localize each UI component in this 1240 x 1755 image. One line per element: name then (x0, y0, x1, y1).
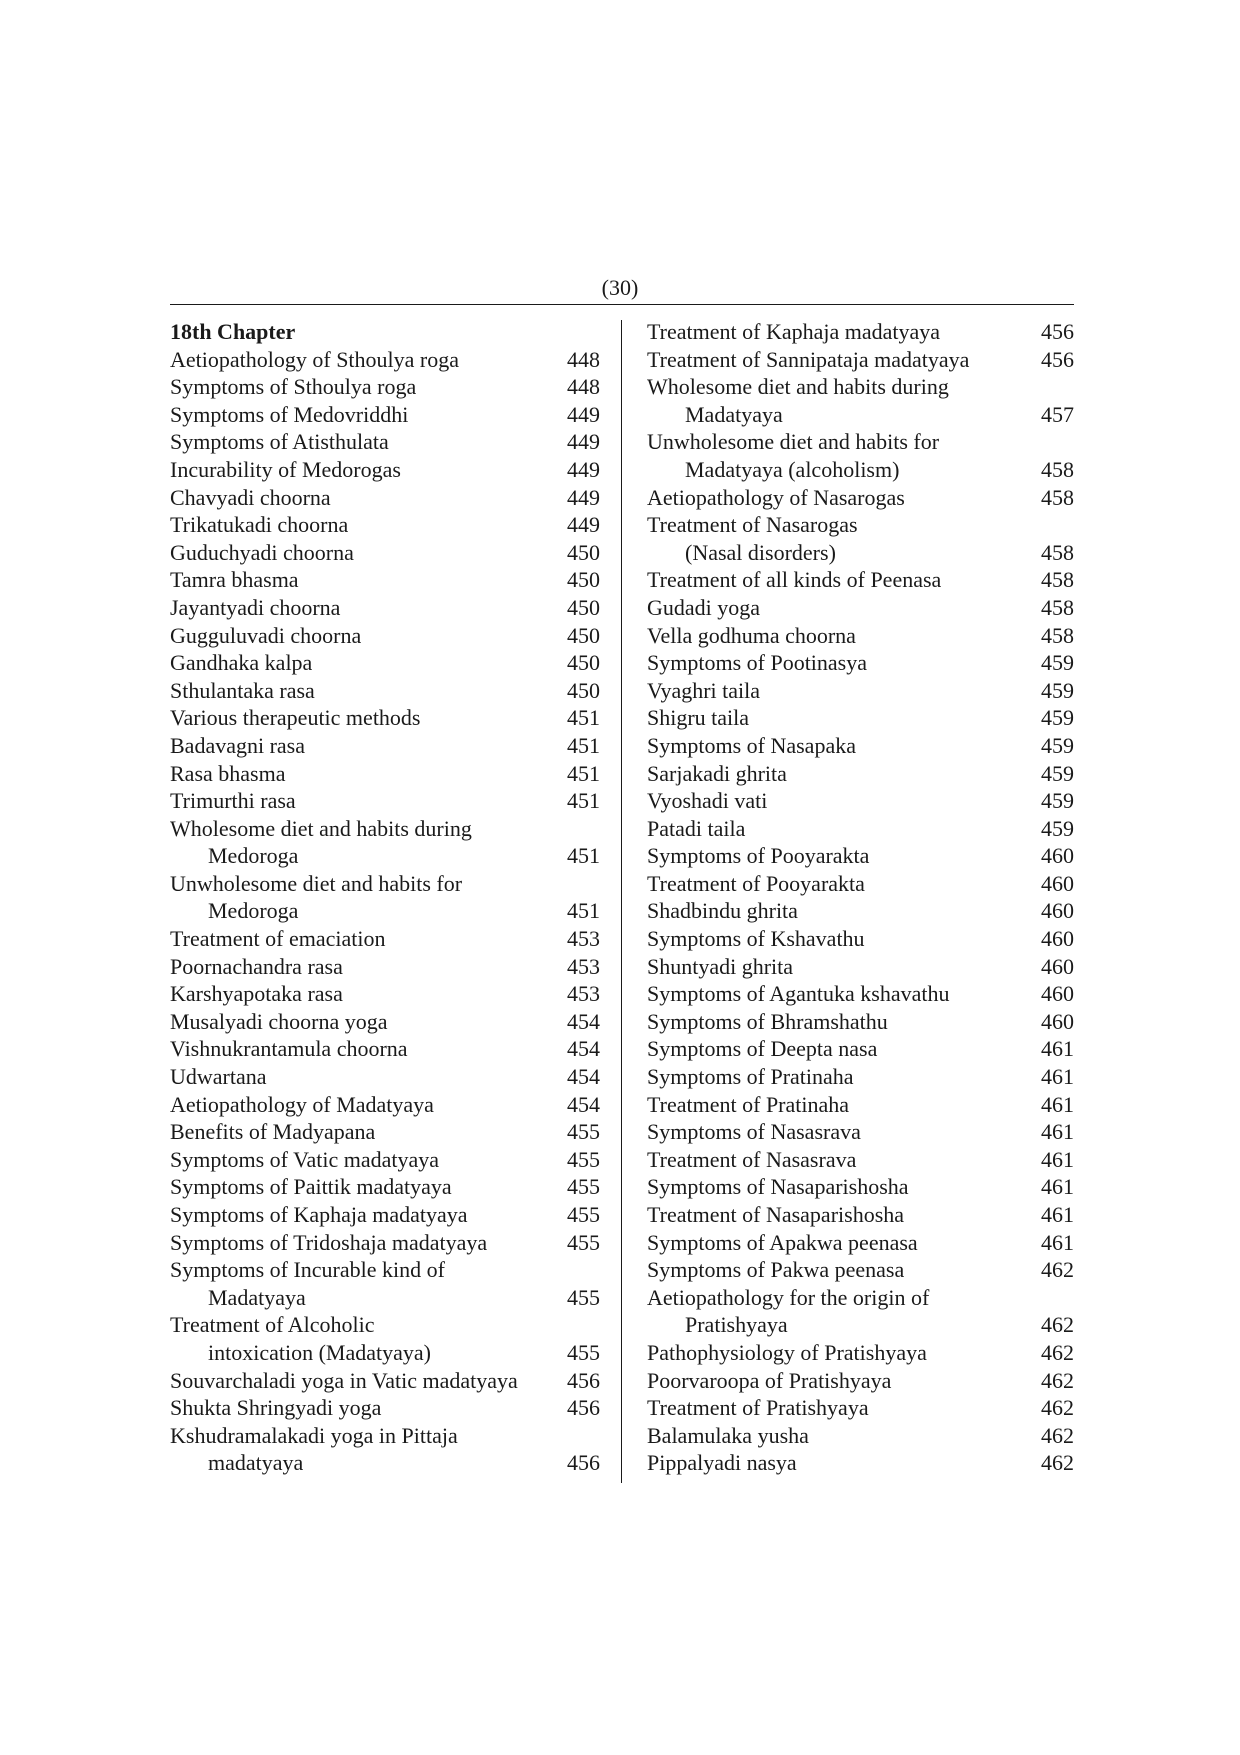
toc-left-column (170, 318, 600, 1477)
toc-entry (170, 1394, 600, 1422)
toc-entry (647, 566, 1074, 594)
toc-entry-title: Symptoms of Paittik madatyaya (170, 1174, 452, 1200)
toc-entry-title: Symptoms of Kshavathu (647, 926, 865, 952)
toc-entry-title: Symptoms of Nasapaka (647, 732, 856, 758)
toc-entry-title: Symptoms of Vatic madatyaya (170, 1146, 440, 1172)
toc-entry (170, 870, 600, 898)
toc-entry (647, 1256, 1074, 1284)
toc-entry-page: 456 (567, 1450, 600, 1476)
toc-entry (647, 428, 1074, 456)
toc-entry (170, 760, 600, 788)
toc-entry-title: Treatment of Nasaparishosha (647, 1202, 905, 1227)
toc-entry-page: 458 (1041, 594, 1074, 620)
toc-entry (647, 1035, 1074, 1063)
toc-right-column (647, 318, 1074, 1477)
toc-entry-page: 455 (567, 1146, 600, 1172)
toc-entry (647, 1339, 1074, 1367)
toc-entry-title: Pippalyadi nasya (647, 1450, 797, 1476)
toc-entry-page: 456 (1041, 346, 1074, 372)
toc-entry-page: 449 (567, 484, 600, 510)
toc-entry-title: Tamra bhasma (170, 567, 299, 593)
toc-entry (170, 511, 600, 539)
toc-entry-title: Medoroga (208, 843, 299, 869)
toc-entry-title: Treatment of Nasasrava (647, 1146, 857, 1172)
toc-entry (647, 1063, 1074, 1091)
toc-entry (170, 1173, 600, 1201)
toc-entry-title: Treatment of all kinds of Peenasa (647, 567, 942, 593)
toc-entry-page: 451 (567, 760, 600, 786)
toc-entry-title: Symptoms of Nasaparishosha (647, 1174, 909, 1200)
toc-entry-title: Symptoms of Sthoulya roga (170, 374, 417, 400)
toc-entry-page: 459 (1041, 760, 1074, 786)
toc-entry (647, 1284, 1074, 1312)
toc-entry (170, 1201, 600, 1229)
toc-entry (647, 704, 1074, 732)
toc-entry-title: Aetiopathology of Nasarogas (647, 484, 905, 510)
toc-entry-title: Vyaghri taila (647, 677, 761, 703)
toc-entry-page: 459 (1041, 815, 1074, 841)
toc-entry-title: Jayantyadi choorna (170, 594, 341, 620)
toc-entry-page: 450 (567, 622, 600, 648)
toc-entry-page: 462 (1041, 1339, 1074, 1365)
toc-entry-title: Patadi taila (647, 815, 746, 841)
toc-entry-title: Symptoms of Medovriddhi (170, 401, 409, 427)
toc-entry (647, 649, 1074, 677)
toc-entry (170, 1091, 600, 1119)
toc-entry-title: Benefits of Madyapana (170, 1119, 376, 1145)
toc-entry-page: 449 (567, 401, 600, 427)
toc-entry-title: Treatment of Nasarogas (647, 512, 858, 538)
toc-entry-title: Madatyaya (208, 1284, 306, 1310)
toc-entry-title: Badavagni rasa (170, 732, 305, 758)
toc-entry-title: Treatment of Pooyarakta (647, 870, 865, 896)
toc-entry-title: Symptoms of Pakwa peenasa (647, 1257, 905, 1283)
toc-entry-page: 462 (1041, 1257, 1074, 1283)
toc-entry (647, 1449, 1074, 1477)
toc-entry (647, 760, 1074, 788)
toc-entry (170, 704, 600, 732)
toc-entry-page: 454 (567, 1036, 600, 1062)
toc-entry (170, 1008, 600, 1036)
toc-entry (647, 401, 1074, 429)
toc-entry (647, 980, 1074, 1008)
toc-entry-title: Symptoms of Deepta nasa (647, 1036, 878, 1062)
toc-entry-title: Incurability of Medorogas (170, 456, 401, 482)
toc-entry (170, 401, 600, 429)
toc-entry-page: 450 (567, 650, 600, 676)
toc-entry-page: 451 (567, 732, 600, 758)
toc-entry-title: Madatyaya (685, 401, 783, 427)
toc-entry (170, 925, 600, 953)
page-number: (30) (601, 275, 639, 300)
toc-entry (170, 842, 600, 870)
toc-entry (170, 484, 600, 512)
toc-entry-page: 458 (1041, 456, 1074, 482)
toc-entry (647, 1311, 1074, 1339)
toc-entry-title: Treatment of Alcoholic (170, 1312, 375, 1338)
toc-entry-page: 455 (567, 1119, 600, 1145)
toc-entry-title: Symptoms of Pratinaha (647, 1064, 854, 1090)
toc-entry-title: 18th Chapter (170, 319, 296, 344)
toc-entry-title: Symptoms of Nasasrava (647, 1119, 861, 1145)
toc-entry (170, 897, 600, 925)
toc-entry-title: Pathophysiology of Pratishyaya (647, 1339, 927, 1365)
toc-entry-page: 460 (1041, 953, 1074, 979)
toc-entry-title: Shadbindu ghrita (647, 898, 798, 924)
toc-entry (170, 732, 600, 760)
toc-entry-page: 457 (1041, 401, 1074, 427)
toc-entry-page: 455 (567, 1284, 600, 1310)
toc-entry (647, 346, 1074, 374)
toc-entry-page: 451 (567, 843, 600, 869)
toc-entry (647, 373, 1074, 401)
toc-entry (647, 1229, 1074, 1257)
toc-entry-page: 450 (567, 567, 600, 593)
toc-entry-title: (Nasal disorders) (685, 539, 836, 565)
toc-entry (647, 815, 1074, 843)
toc-entry-page: 449 (567, 512, 600, 538)
toc-entry-title: Madatyaya (alcoholism) (685, 456, 900, 482)
toc-entry (647, 318, 1074, 346)
toc-entry-title: Symptoms of Pooyarakta (647, 843, 870, 869)
toc-entry-title: Balamulaka yusha (647, 1422, 809, 1448)
toc-entry-title: Souvarchaladi yoga in Vatic madatyaya (170, 1367, 518, 1393)
toc-entry-page: 454 (567, 1091, 600, 1117)
toc-entry-page: 451 (567, 898, 600, 924)
toc-entry-title: Aetiopathology for the origin of (647, 1284, 930, 1310)
toc-entry-title: Symptoms of Kaphaja madatyaya (170, 1202, 468, 1227)
toc-entry (647, 511, 1074, 539)
toc-entry-title: Kshudramalakadi yoga in Pittaja (170, 1422, 458, 1448)
toc-entry-title: Symptoms of Bhramshathu (647, 1008, 888, 1034)
toc-entry (647, 1008, 1074, 1036)
toc-entry-page: 456 (1041, 319, 1074, 344)
toc-entry-page: 458 (1041, 622, 1074, 648)
toc-entry-page: 458 (1041, 567, 1074, 593)
toc-entry-page: 455 (567, 1202, 600, 1227)
toc-entry-title: Vyoshadi vati (647, 788, 768, 814)
toc-entry (170, 953, 600, 981)
header-rule (170, 304, 1074, 305)
toc-entry-page: 455 (567, 1339, 600, 1365)
toc-entry (647, 953, 1074, 981)
toc-entry (170, 428, 600, 456)
toc-entry-title: Chavyadi choorna (170, 484, 331, 510)
toc-entry-page: 454 (567, 1064, 600, 1090)
toc-entry (170, 787, 600, 815)
toc-entry-title: Sthulantaka rasa (170, 677, 315, 703)
toc-entry-page: 461 (1041, 1202, 1074, 1227)
toc-entry (170, 1422, 600, 1450)
toc-entry (647, 456, 1074, 484)
toc-entry (170, 594, 600, 622)
toc-entry-page: 448 (567, 346, 600, 372)
toc-entry (170, 622, 600, 650)
toc-entry (647, 484, 1074, 512)
toc-entry-page: 460 (1041, 981, 1074, 1007)
toc-entry (170, 346, 600, 374)
toc-entry (647, 677, 1074, 705)
toc-entry-title: Trikatukadi choorna (170, 512, 349, 538)
toc-entry-page: 462 (1041, 1395, 1074, 1421)
toc-entry-title: Sarjakadi ghrita (647, 760, 787, 786)
toc-entry (170, 456, 600, 484)
toc-entry-page: 460 (1041, 870, 1074, 896)
toc-entry-title: Treatment of Sannipataja madatyaya (647, 346, 970, 372)
toc-entry-page: 461 (1041, 1174, 1074, 1200)
toc-entry (647, 1394, 1074, 1422)
toc-entry-title: Treatment of Pratishyaya (647, 1395, 869, 1421)
toc-entry (647, 539, 1074, 567)
toc-entry-page: 449 (567, 456, 600, 482)
toc-entry-page: 450 (567, 594, 600, 620)
toc-entry-title: Karshyapotaka rasa (170, 981, 343, 1007)
toc-entry (647, 870, 1074, 898)
toc-entry-page: 462 (1041, 1422, 1074, 1448)
toc-entry-page: 458 (1041, 539, 1074, 565)
toc-entry-title: Vella godhuma choorna (647, 622, 856, 648)
toc-entry (647, 622, 1074, 650)
toc-entry (647, 787, 1074, 815)
toc-entry-page: 462 (1041, 1450, 1074, 1476)
toc-entry (170, 677, 600, 705)
toc-entry-title: Symptoms of Tridoshaja madatyaya (170, 1229, 488, 1255)
toc-entry-page: 459 (1041, 650, 1074, 676)
toc-entry-title: Gudadi yoga (647, 594, 761, 620)
toc-entry-page: 453 (567, 926, 600, 952)
toc-entry-page: 459 (1041, 732, 1074, 758)
toc-entry-title: Gugguluvadi choorna (170, 622, 362, 648)
toc-entry-page: 459 (1041, 788, 1074, 814)
toc-entry-page: 461 (1041, 1146, 1074, 1172)
toc-entry (170, 566, 600, 594)
toc-entry-title: Shuntyadi ghrita (647, 953, 794, 979)
toc-entry-page: 458 (1041, 484, 1074, 510)
toc-entry (647, 1091, 1074, 1119)
toc-entry-title: Symptoms of Agantuka kshavathu (647, 981, 950, 1007)
toc-entry-page: 449 (567, 429, 600, 455)
toc-entry-title: Symptoms of Incurable kind of (170, 1257, 445, 1283)
toc-entry-page: 462 (1041, 1312, 1074, 1338)
toc-entry-page: 460 (1041, 926, 1074, 952)
toc-entry-page: 461 (1041, 1036, 1074, 1062)
toc-entry (647, 925, 1074, 953)
toc-entry (647, 594, 1074, 622)
toc-entry-page: 461 (1041, 1064, 1074, 1090)
toc-entry (170, 649, 600, 677)
toc-entry (170, 815, 600, 843)
toc-entry-title: Various therapeutic methods (170, 705, 421, 731)
toc-entry-title: Vishnukrantamula choorna (170, 1036, 408, 1062)
toc-entry-title: madatyaya (208, 1450, 304, 1476)
toc-entry (647, 1201, 1074, 1229)
toc-entry-title: Gandhaka kalpa (170, 650, 313, 676)
toc-entry (170, 1035, 600, 1063)
toc-entry-page: 456 (567, 1395, 600, 1421)
toc-entry-title: Guduchyadi choorna (170, 539, 354, 565)
toc-entry-page: 460 (1041, 1008, 1074, 1034)
toc-entry (170, 1284, 600, 1312)
toc-entry-title: Shigru taila (647, 705, 750, 731)
toc-entry-title: Symptoms of Pootinasya (647, 650, 868, 676)
toc-entry-title: Treatment of Kaphaja madatyaya (647, 319, 941, 344)
toc-entry-title: Treatment of emaciation (170, 926, 386, 952)
toc-entry (170, 1146, 600, 1174)
toc-entry-title: Aetiopathology of Sthoulya roga (170, 346, 460, 372)
toc-entry-page: 451 (567, 705, 600, 731)
toc-entry (170, 1063, 600, 1091)
toc-entry-page: 460 (1041, 898, 1074, 924)
toc-entry (170, 1367, 600, 1395)
toc-entry-title: Poornachandra rasa (170, 953, 343, 979)
column-divider (621, 320, 622, 1483)
toc-entry-page: 462 (1041, 1367, 1074, 1393)
chapter-heading (170, 318, 600, 346)
toc-entry (170, 1229, 600, 1257)
toc-entry-page: 460 (1041, 843, 1074, 869)
toc-entry (647, 1118, 1074, 1146)
toc-entry-page: 453 (567, 953, 600, 979)
toc-entry (647, 1146, 1074, 1174)
toc-entry-title: Poorvaroopa of Pratishyaya (647, 1367, 892, 1393)
toc-entry-page: 461 (1041, 1119, 1074, 1145)
toc-entry (170, 980, 600, 1008)
toc-entry-title: Symptoms of Apakwa peenasa (647, 1229, 918, 1255)
toc-entry-page: 450 (567, 677, 600, 703)
toc-entry-page: 448 (567, 374, 600, 400)
toc-entry-page: 459 (1041, 705, 1074, 731)
toc-entry-page: 453 (567, 981, 600, 1007)
toc-entry-page: 461 (1041, 1229, 1074, 1255)
toc-entry-title: intoxication (Madatyaya) (208, 1339, 431, 1365)
toc-entry (170, 373, 600, 401)
toc-entry (170, 539, 600, 567)
toc-entry (647, 1422, 1074, 1450)
toc-entry-title: Shukta Shringyadi yoga (170, 1395, 382, 1421)
toc-entry (170, 1256, 600, 1284)
toc-entry (647, 732, 1074, 760)
toc-entry-title: Treatment of Pratinaha (647, 1091, 850, 1117)
toc-entry-title: Symptoms of Atisthulata (170, 429, 389, 455)
toc-entry (647, 1173, 1074, 1201)
toc-entry-title: Medoroga (208, 898, 299, 924)
toc-entry-title: Pratishyaya (685, 1312, 788, 1338)
toc-entry-page: 455 (567, 1229, 600, 1255)
toc-entry-title: Unwholesome diet and habits for (647, 429, 940, 455)
toc-entry-title: Udwartana (170, 1064, 267, 1090)
toc-entry (170, 1311, 600, 1339)
toc-entry (170, 1449, 600, 1477)
toc-entry-page: 455 (567, 1174, 600, 1200)
toc-entry-title: Wholesome diet and habits during (170, 815, 472, 841)
toc-entry-title: Unwholesome diet and habits for (170, 870, 463, 896)
toc-entry-title: Musalyadi choorna yoga (170, 1008, 388, 1034)
toc-entry-page: 456 (567, 1367, 600, 1393)
toc-entry (647, 842, 1074, 870)
toc-entry-title: Rasa bhasma (170, 760, 286, 786)
toc-entry-title: Trimurthi rasa (170, 788, 296, 814)
toc-entry (170, 1339, 600, 1367)
toc-entry-page: 461 (1041, 1091, 1074, 1117)
toc-entry (170, 1118, 600, 1146)
toc-entry-page: 451 (567, 788, 600, 814)
toc-entry-title: Aetiopathology of Madatyaya (170, 1091, 434, 1117)
toc-entry-page: 450 (567, 539, 600, 565)
toc-entry (647, 897, 1074, 925)
toc-entry-page: 454 (567, 1008, 600, 1034)
toc-entry (647, 1367, 1074, 1395)
toc-entry-page: 459 (1041, 677, 1074, 703)
toc-entry-title: Wholesome diet and habits during (647, 374, 949, 400)
